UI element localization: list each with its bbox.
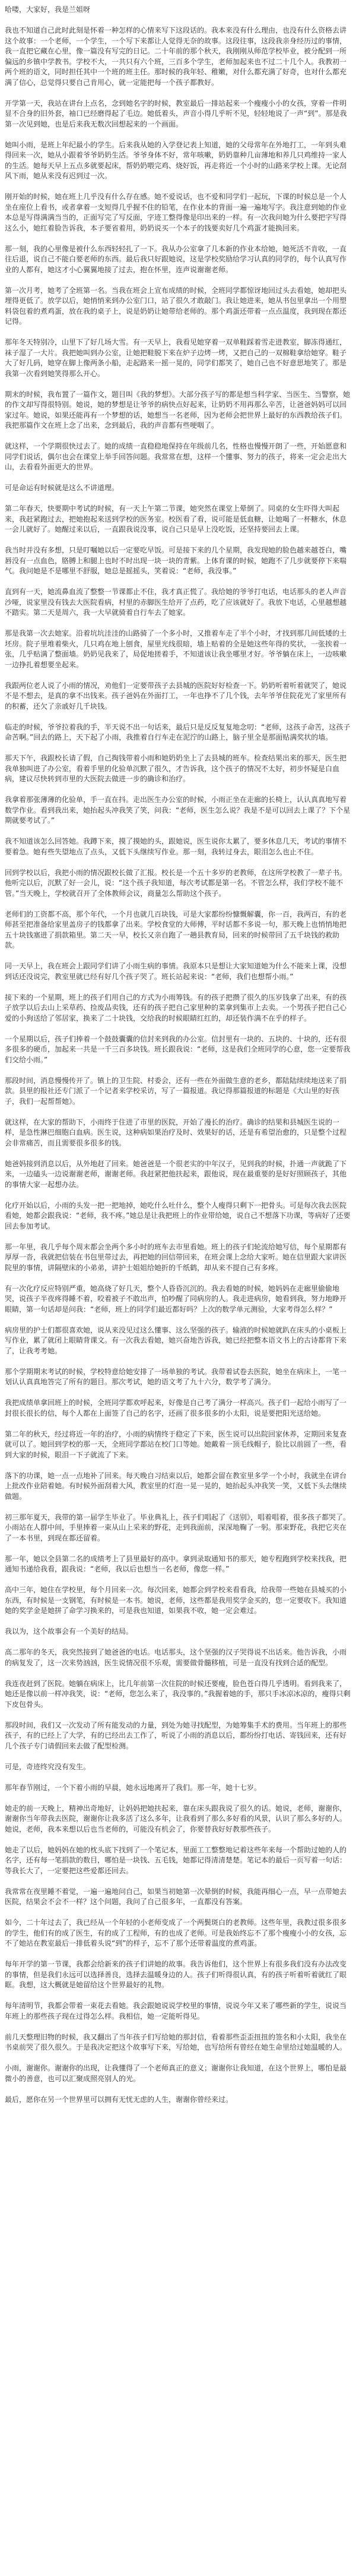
- paragraph: 每年清明节，我都会带着一束花去看她。我会跟她说说学校里的事情，说说今年又来了哪些新的学生，说说当年班上的那些孩子现在过得怎么样。我相信，她一定能听得见。: [5, 2002, 347, 2021]
- paragraph: 落下的功课，她一点一点地补了回来。每天晚自习结束以后，她都会留在教室里多学一个小时，我就坐在讲台上批改作业陪着她。有时候外面刮着大风，教室里的灯泡一晃一晃的，她抬起头冲我笑一笑，又低下头去继续做题。: [5, 1471, 347, 1501]
- paragraph: 她走了以后，她妈妈在她的枕头底下找到了一个笔记本，里面工工整整地记着这些年来每一个帮助过她的人的名字，还有每一笔捐款的数目，哪怕是一块钱、五毛钱，她都记得清清楚楚。笔记本的最后一页写着一句话：等我长大了，一定要把这些爱都还回去。: [5, 1845, 347, 1875]
- paragraph: 她走的前一天晚上，精神出奇地好，让妈妈把她扶起来，靠在床头跟我说了很久的话。她说，老师，谢谢你，谢谢你当年带我去医院，谢谢你让我多活了这么多年，让我看到了那么多好看的风景，认识了那么多好的人。她说，老师，我本来想以后也当老师的，可能没有机会了，你要替我好好教那些孩子。: [5, 1804, 347, 1833]
- paragraph: 第二年春天，快要期中考试的时候，有一天上午第二节课，她突然在课堂上晕倒了。同桌的女生吓得大叫起来，我赶紧跑过去，把她抱起来送到学校的医务室。校医看了看，说可能是低血糖，让她喝了一杯糖水，休息一会儿就好了。她醒过来以后，一直跟我说没事，说自己只是早上没吃饭，还坚持要回去上课。: [5, 504, 347, 533]
- paragraph: 开学第一天，我站在讲台上点名，念到她名字的时候，教室最后一排站起来一个瘦瘦小小的女孩，穿着一件明显不合身的旧外套，袖口已经磨得起了毛边。她低着头，声音小得几乎听不见，轻轻地说了一声“到”。那是我第一次见到她，也是后来我无数次回想起来的一个画面。: [5, 99, 347, 128]
- paragraph: 可是，奇迹终究没有发生。: [5, 1762, 91, 1771]
- paragraph: 那段时间，我们又一次发动了所有能发动的力量，到处为她寻找配型，为她筹集手术的费用。当年班上的那些孩子，有的已经上了大学，有的已经出去工作了，听说了小雨的消息以后，都纷纷打电话、寄钱回来，还有好几个孩子专门请假回来去做了配型检测。: [5, 1721, 347, 1750]
- paragraph: 我拿着那张薄薄的化验单，手一直在抖。走出医生办公室的时候，小雨正坐在走廊的长椅上，认认真真地写着数学作业。看到我出来，她抬起头冲我笑了笑，问我：“老师，医生怎么说？我是不是可以回去上课了？下个星期就要考试了。”: [5, 795, 351, 825]
- paragraph: 第二年的秋天，经过将近一年的治疗，小雨的病情终于稳定了下来，医生说可以出院回家休养，定期回来复查就可以了。她回到学校的那一天，全班同学都站在校门口等她。她戴着一顶毛线帽子，脸比以前圆了一些，看到大家的时候，眼泪一下子就流了下来。: [5, 1429, 347, 1459]
- paragraph: 就这样，一个学期很快过去了。她的成绩一直稳稳地保持在年级前几名，性格也慢慢开朗了一些，开始愿意和同学们说话，偶尔也会在课堂上举手回答问题。我常常在想，这样一个懂事、努力的孩子，将来一定会走出大山，去看看外面更大的世界。: [5, 442, 347, 471]
- paragraph: 那一年，她以全县第二名的成绩考上了县里最好的高中。拿到录取通知书的那天，她专程跑到学校来找我，把通知书递给我看，跟我说：“老师，我以后也想当一名老师，像您一样。”: [5, 1554, 347, 1573]
- paragraph: 高中三年，她住在学校里，每个月回来一次。每次回来，她都会到学校来看看我，给我带一些她在县城买的小东西，有时候是一支钢笔，有时候是一本书。她说，老师，这些都是我用奖学金买的，您一定要收下。我知道她的奖学金是她拼了命学习换来的，可是我也知道，如果我不收，她一定会难过。: [5, 1586, 347, 1615]
- paragraph: 小雨，谢谢你。谢谢你的出现，让我懂得了一个老师真正的意义；谢谢你让我知道，在这个世界上，哪怕是最微小的善意，也可以汇聚成照亮别人的光。: [5, 2064, 347, 2083]
- paragraph: 期末的时候，我布置了一篇作文，题目叫《我的梦想》。大部分孩子写的都是想当科学家、当医生、当警察，她的作文却写得很特别。她说，她的梦想是让爷爷的病快点好起来，让奶奶不用再那么辛苦，让爸爸妈妈可以回家过年。她说，如果还能再有一个梦想的话，她想当一名老师，因为老师会把世界上最好的东西教给孩子们。我把那篇作文在班上念了出来，念到最后，我的声音都有些哽咽了。: [5, 390, 351, 430]
- paragraph: 病房里的护士们都很喜欢她，说从来没见过这么懂事、这么坚强的孩子。输液的时候她就趴在床头的小桌板上写作业，累了就闭上眼睛背课文。有一次我去看她，她兴奋地告诉我，她已经把整本语文书上的古诗都背下来了，让我考考她。: [5, 1325, 347, 1355]
- paragraph: 第一次月考，她考了全班第一名。当我在班会上宣布成绩的时候，全班同学都惊讶地回过头去看她，她却把头埋得更低了。放学以后，她悄悄来到办公室门口，站了很久才敢敲门。我让她进来，她从书包里拿出一个用塑料袋包着的煮鸡蛋，放在我的桌子上，说是奶奶让她带给老师的。那个鸡蛋还带着一点点温度，我到现在都还记得。: [5, 286, 347, 326]
- paragraph: 一个星期以后，孩子们捧着一个鼓鼓囊囊的信封来到我的办公室。信封里有一块的、五块的、十块的，还有很多很多的硬币，加起来一共是一千三百多块钱。班长跟我说：“老师，这是我们全班同学的心意，您一定要帮我们交给小雨。”: [5, 1034, 351, 1064]
- paragraph: 那段时间，消息慢慢传开了。镇上的卫生院、村委会，还有一些在外面做生意的老乡，都陆陆续续地送来了捐款。县里的报社还专门派了一个记者来学校采访，写了一篇报道。我记得那篇报道的标题是《大山里的好孩子，我们一起帮帮她》。: [5, 1076, 347, 1106]
- paragraph: 可是命运有时候就是这么不讲道理。: [5, 484, 119, 492]
- paragraph: 同一天早上，我在班会上跟同学们讲了小雨生病的事情。我原本只是想让大家知道她为什么不能来上课，没想到话还没说完，教室里就已经有好几个孩子哭了。班长站起来说：“老师，我们也想帮小雨。”: [5, 962, 347, 981]
- paragraph: 临走的时候，爷爷拉着我的手，半天说不出一句话来，最后只是反反复复地念叨：“老师，这孩子命苦，这孩子命苦啊。”回去的路上，天下起了小雨，我推着自行车走在泥泞的山路上，脑子里全是那面贴满奖状的墙。: [5, 722, 351, 741]
- paragraph: 我不知道该怎么回答她。我蹲下来，摸了摸她的头，跟她说，医生说你太累了，要多休息几天，考试的事情不要着急。她有些失望地点了点头，又低下头继续写作业。那一刻，我转过身去，眼泪怎么也止不住。: [5, 837, 347, 856]
- paragraph: 那年冬天特别冷，山里下了好几场大雪。有一天早上，我看见她穿着一双单鞋踩着雪走进教室，脚冻得通红，袜子湿了一大片。我把她叫到办公室，让她把鞋脱下来在炉子边烤一烤，又把自己的一双棉鞋拿给她穿。鞋子大了好几码，她穿在脚上像两条小船，走起路来一摇一晃的，同学们都笑了，她自己也不好意思地笑了。那是我第一次看到她笑得那么开心。: [5, 338, 347, 378]
- paragraph: 那一刻，我的心里像是被什么东西轻轻扎了一下。我从办公室拿了几本新的作业本给她，她死活不肯收，一直往后退，说自己不能白要老师的东西。最后我只好跟她说，这是学校奖励给学习认真的同学的，每个认真写作业的人都有，她这才小心翼翼地接了过去，抱在怀里，连声说谢谢老师。: [5, 244, 347, 274]
- paragraph: 高二那年的冬天，我突然接到了她爸爸的电话。电话那头，这个坚强的汉子哭得说不出话来。他告诉我，小雨的病复发了，这一次来势汹汹，医生说情况很不乐观，需要做骨髓移植，可是一直没有找到合适的配型。: [5, 1648, 347, 1667]
- paragraph: 我也不知道自己此时此刻是怀着一种怎样的心情来写下这段话的。我本来没有什么理由，也没有什么资格去讲这个故事：一个老师，一个学生，一个写下来都让人觉得无奈的故事。这段往事，这段我亲身经历过的事情，我一直把它藏在心里，像一篇没有写完的日记。二十年前的那个秋天，我刚刚从师范学校毕业，被分配到一所偏远的乡镇中学教书。学校不大，一共只有六个班，三百多个学生，老师加起来也不过二十几个人。我教初一两个班的语文，同时担任其中一个班的班主任。那时候的我年轻、稚嫩，对什么都充满了好奇，也对什么都充满了信心，总觉得只要自己肯用心，就一定能把每一个孩子都教好。: [5, 26, 347, 87]
- paragraph: 那一年里，我几乎每个周末都会坐两个多小时的班车去市里看她。班上的孩子们轮流给她写信，每个星期都有厚厚一沓，我就把信装在书包里带过去，再把她的回信带回来，在班会课上念给大家听。她在信里跟大家讲医院里的事情，讲隔壁床的小弟弟，讲护士姐姐给她折的千纸鹤，却从来不提自己有多疼。: [5, 1242, 347, 1272]
- paragraph: 她爸妈接到消息以后，从外地赶了回来。她爸爸是一个很老实的中年汉子，见到我的时候，扑通一声就跪了下来，一边磕头一边说谢谢老师，谢谢老师。我赶紧把他扶起来，跟他说，现在最重要的是好好照顾孩子，其他的事情大家一起想办法。: [5, 1159, 347, 1189]
- paragraph: 那是我第一次去她家。沿着坑坑洼洼的山路骑了一个多小时，又推着车走了半个小时，才找到那几间低矮的土坯房。院子里堆着柴火，几只鸡在地上刨食，屋里光线很暗，墙上贴着的全是她这些年得的奖状，一张挨着一张，几乎贴满了整面墙。奶奶见我来了，局促地搓着手，不知道该让我坐哪里才好。爷爷躺在床上，一边咳嗽一边挣扎着想要坐起来。: [5, 629, 347, 669]
- paragraph: 初三那年夏天，我带的第一届学生毕业了。毕业典礼上，孩子们唱起了《送别》，唱着唱着，很多孩子都哭了。小雨站在人群中间，手里捧着一束从山上采来的野花，走到我面前，深深地鞠了一躬。那束野花，我把它夹在了一本书里，到现在都还留着。: [5, 1513, 351, 1542]
- paragraph: 我当时并没有多想，只是叮嘱她以后一定要吃早饭。可是接下来的几个星期，我发现她的脸色越来越苍白，嘴唇没有一点血色，胳膊上和腿上也时不时出现一块一块的青紫。上体育课的时候，她跑不了几步就要停下来喘气。我问她是不是哪里不舒服，她总是摇摇头，笑着说：“老师，我没事。”: [5, 546, 347, 575]
- paragraph: 我连夜赶到了医院。她躺在病床上，比几年前第一次住院的时候还要瘦，脸色苍白得几乎透明。看到我来了，她还是像以前一样冲我笑，说：“老师，您怎么来了，我没事的。”我握着她的手，那只手冰凉冰凉的，瘦得只剩下皮包骨头。: [5, 1679, 351, 1709]
- paragraph: 老师们的工资都不高，那个年代，一个月也就几百块钱，可是大家都纷纷慷慨解囊，你一百，我两百，有的老师甚至把准备给家里盖房子的钱都拿了出来。学校食堂的大师傅，平时话都不多说一句，那天晚上也悄悄地把五十块钱塞进了捐款箱里。第二天一早，校长又亲自跑了一趟县教育局，回来的时候带回了五千块钱的救助款。: [5, 910, 347, 949]
- paragraph: 那年春节刚过，一个下着小雨的早晨，她永远地离开了我们。那一年，她十七岁。: [5, 1783, 262, 1792]
- greeting-line: 哈喽，大家好，我是兰姐呀: [5, 5, 91, 14]
- paragraph: 有一次化疗反应特别严重，她高烧了好几天，整个人昏昏沉沉的。我去看她的时候，她妈妈在走廊里偷偷地哭，说孩子半夜疼得睡不着，咬着被子不敢出声，怕吵醒了同病房的人。我走进病房，她看到我，努力地睁开眼睛，第一句话却是问我：“老师，班上的同学们最近都好吗？上次的数学单元测验，大家考得怎么样？”: [5, 1284, 347, 1314]
- paragraph: 她叫小雨，是班上年纪最小的学生。后来我从她的入学登记表上知道，她的父母常年在外地打工，一年到头难得回来一次，她从小跟着爷爷奶奶生活。爷爷身体不好，常年咳嗽，奶奶靠种几亩薄地和养几只鸡维持一家人的生活。她每天早上五点多就要起床，帮奶奶喂完鸡、烧好饭，再走将近一个小时的山路来学校上课。无论刮风下雨，她从来没有迟到过一次。: [5, 140, 347, 180]
- paragraph: 前几天整理旧物的时候，我又翻出了当年孩子们写给她的那封信，看着那些歪歪扭扭的签名和小太阳，我坐在书桌前哭了很久很久。于是我决定把这个故事写下来，写给她，也写给所有曾经在她生命里给过她温暖的人。: [5, 2032, 347, 2051]
- paragraph: 接下来的一个星期，班上的孩子们用自己的方式为小雨筹钱。有的孩子把攒了很久的压岁钱拿了出来，有的孩子放学以后去山上采草药、捡废品卖钱，还有的孩子把自己家里种的菜拿到集市上去卖。一个男孩子把自己心爱的小狗送给了邻居家，换来了二十块钱，交给我的时候眼睛红红的，却还装作满不在乎的样子。: [5, 993, 347, 1022]
- paragraph: 我跟两位老人说了小雨的情况，劝他们一定要带孩子去县城的医院好好检查一下。奶奶听着听着就哭了，她说不是不想去，是真的拿不出钱来。孩子爸妈在外面打工，一年也挣不了几个钱，去年爷爷住院花光了家里所有的积蓄，还欠了亲戚好几千块钱。: [5, 681, 347, 711]
- paragraph: 我以为，这个故事会有一个美好的结局。: [5, 1627, 134, 1636]
- paragraph: 那个学期期末考试的时候，学校特意给她安排了一场单独的考试。我带着试卷去医院，她坐在病床上，一笔一划认认真真地答完了所有的题目。那次考试，她的语文考了九十六分，数学考了满分。: [5, 1367, 347, 1386]
- paragraph: 那天下午，我跟校长请了假，自己掏钱带着小雨和她奶奶坐上了去县城的班车。检查结果出来的那天，医生把我单独叫进了办公室，看着手里的化验单沉默了很久，才告诉我，这个孩子的情况不太好，初步怀疑是白血病，建议尽快转到市里的大医院去做进一步的确诊和治疗。: [5, 754, 347, 783]
- paragraph: 就这样，在大家的帮助下，小雨终于住进了市里的医院，开始了漫长的治疗。确诊的结果和县城医生说的一样，是急性淋巴细胞白血病。医生说，这种病如果治疗及时、效果好的话，还是有希望治愈的，只是整个过程会非常痛苦，而且需要很多很多的钱。: [5, 1117, 347, 1147]
- paragraph: 如今，二十年过去了，我已经从一个年轻的小老师变成了一个两鬓斑白的老教师。这些年里，我教过很多很多的学生，他们有的成了医生，有的成了工程师，有的也成了老师。可是我始终忘不了那个瘦瘦小小的女孩，忘不了她站在教室最后一排低着头说“到”的样子，忘不了那个还带着温度的煮鸡蛋。: [5, 1918, 347, 1947]
- paragraph: 我把成绩单拿回班上的时候，全班同学都欢呼起来，好像是自己考了满分一样高兴。孩子们一起给小雨写了一封很长很长的信，每个人都在上面签了自己的名字，还画了很多很多的小太阳，说是要把阳光送给她。: [5, 1399, 347, 1418]
- paragraph: 直到有一天，她流鼻血流了整整一节课都止不住，我才真正慌了。我给她的爷爷打电话，电话那头的老人声音沙哑，说家里没有钱去大医院看病，村里的赤脚医生给开了点药，吃了应该就好了。我放下电话，心里越想越不踏实。第二天是周六，我一大早就骑着自行车去了她家。: [5, 588, 347, 617]
- paragraph: 每年开学的第一节课，我都会给新来的孩子们讲她的故事。我告诉他们，这个世界上有很多我们没有办法改变的事情，但是我们永远可以选择善良，选择去温暖身边的人。孩子们听得很认真，有的孩子听着听着就红了眼眶。我想，这大概就是她留给这个世界最好的礼物。: [5, 1960, 347, 1989]
- article-body: [5, 5, 351, 2105]
- paragraph: 刚开始的时候，她在班上几乎没有什么存在感。她不爱说话，也不爱和同学们一起玩，下课的时候总是一个人坐在座位上看书，或者拿着一支短得几乎握不住的铅笔，在作业本的背面一遍一遍地写字。我注意到她的作业本总是写得满满当当的，正面写完了写反面，字迹工整得像是印出来的一样。有一次我问她为什么要把字写得这么小，她红着脸告诉我，本子要省着用，奶奶说买一个本子的钱要卖好几个鸡蛋才能换回来。: [5, 192, 347, 232]
- closing-paragraph: 最后，愿你在另一个世界里可以拥有无忧无虑的人生，谢谢你曾经来过。: [5, 2095, 233, 2104]
- paragraph: 回到学校以后，我把小雨的情况跟校长做了汇报。校长是一个五十多岁的老教师，在这所学校教了一辈子书。他听完以后，沉默了好一会儿，说：“这个孩子我知道，每次考试都是第一名。不管怎么样，我们学校不能不管。”当天晚上，学校就召开了全体教师会议，商量怎么帮助这个孩子。: [5, 868, 347, 898]
- paragraph: 我常常在夜里睡不着觉，一遍一遍地问自己，如果当初她第一次晕倒的时候，我能再细心一点，早一点带她去医院，结果会不会不一样？这个问题，我问了自己很多年，一直都没有答案。: [5, 1887, 347, 1906]
- paragraph: 化疗开始以后，小雨的头发一把一把地掉，她吃什么吐什么，整个人瘦得只剩下一把骨头。可是每次我去医院看她，她都会跟我说：“老师，我不疼。”她总是让我把班上的作业带给她，说自己不想落下功课，等病好了还要回去参加考试。: [5, 1201, 351, 1230]
